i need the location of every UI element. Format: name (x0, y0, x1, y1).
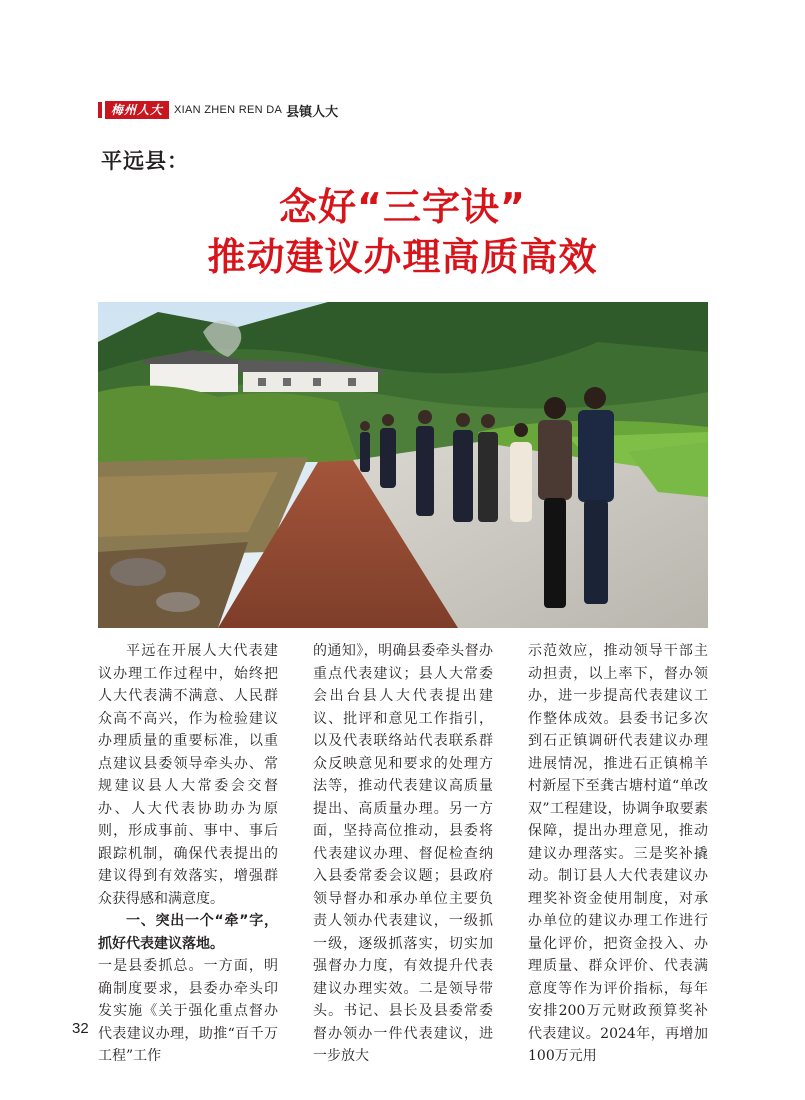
header-accent-bar (98, 102, 102, 118)
page-number: 32 (72, 1020, 89, 1037)
section-title: 县镇人大 (286, 104, 339, 120)
text-column-2 (313, 640, 493, 1068)
magazine-header (98, 101, 338, 119)
section-english: XIAN ZHEN REN DA (174, 104, 283, 116)
text-column-3 (528, 640, 708, 1068)
body-paragraph: 一是县委抓总。一方面，明确制度要求，县委办牵头印发实施《关于强化重点督办代表建议办理，助推“百千万工程”工作 (98, 958, 278, 1064)
magazine-brand: 梅州人大 (105, 101, 169, 119)
article-title-line1: 念好“三字诀” (279, 185, 526, 229)
body-paragraph: 示范效应，推动领导干部主动担责，以上率下，督办领办，进一步提高代表建议工作整体成效。县委书记多次到石正镇调研代表建议办理进展情况，推进石正镇棉羊村新屋下至龚古塘村道“单改双”工程建设，协调争取要素保障，提出办理意见，推动建议办理落实。三是奖补撬动。制订县人大代表建议办理奖补资金使用制度，对承办单位的建议办理工作进行量化评价，把资金投入、办理质量、群众评价、代表满意度等作为评价指标，每年安排200万元财政预算奖补代表建议。2024年，再增加100万元用 (528, 643, 708, 1064)
text-column-1 (98, 640, 278, 1068)
article-photo (98, 302, 708, 628)
section-heading: 一、突出一个“牵”字，抓好代表建议落地。 (98, 913, 278, 952)
body-paragraph: 的通知》，明确县委牵头督办重点代表建议；县人大常委会出台县人大代表提出建议、批评和意见工作指引，以及代表联络站代表联系群众反映意见和要求的处理方法等，推动代表建议高质量提出、高质量办理。另一方面，坚持高位推动，县委将代表建议办理、督促检查纳入县委常委会议题；县政府领导督办和承办单位主要负责人领办代表建议，一级抓一级，逐级抓落实，切实加强督办力度，有效提升代表建议办理实效。二是领导带头。书记、县长及县委常委督办领办一件代表建议，进一步放大 (313, 643, 493, 1064)
article-title-line2: 推动建议办理高质高效 (207, 235, 598, 279)
article-kicker: 平远县： (101, 149, 189, 173)
body-paragraph: 平远在开展人大代表建议办理工作过程中，始终把人大代表满不满意、人民群众高不高兴，作为检验建议办理质量的重要标准，以重点建议县委领导牵头办、常规建议县人大常委会交督办、人大代表协助办为原则，形成事前、事中、事后跟踪机制，确保代表提出的建议得到有效落实，增强群众获得感和满意度。 (98, 643, 278, 907)
